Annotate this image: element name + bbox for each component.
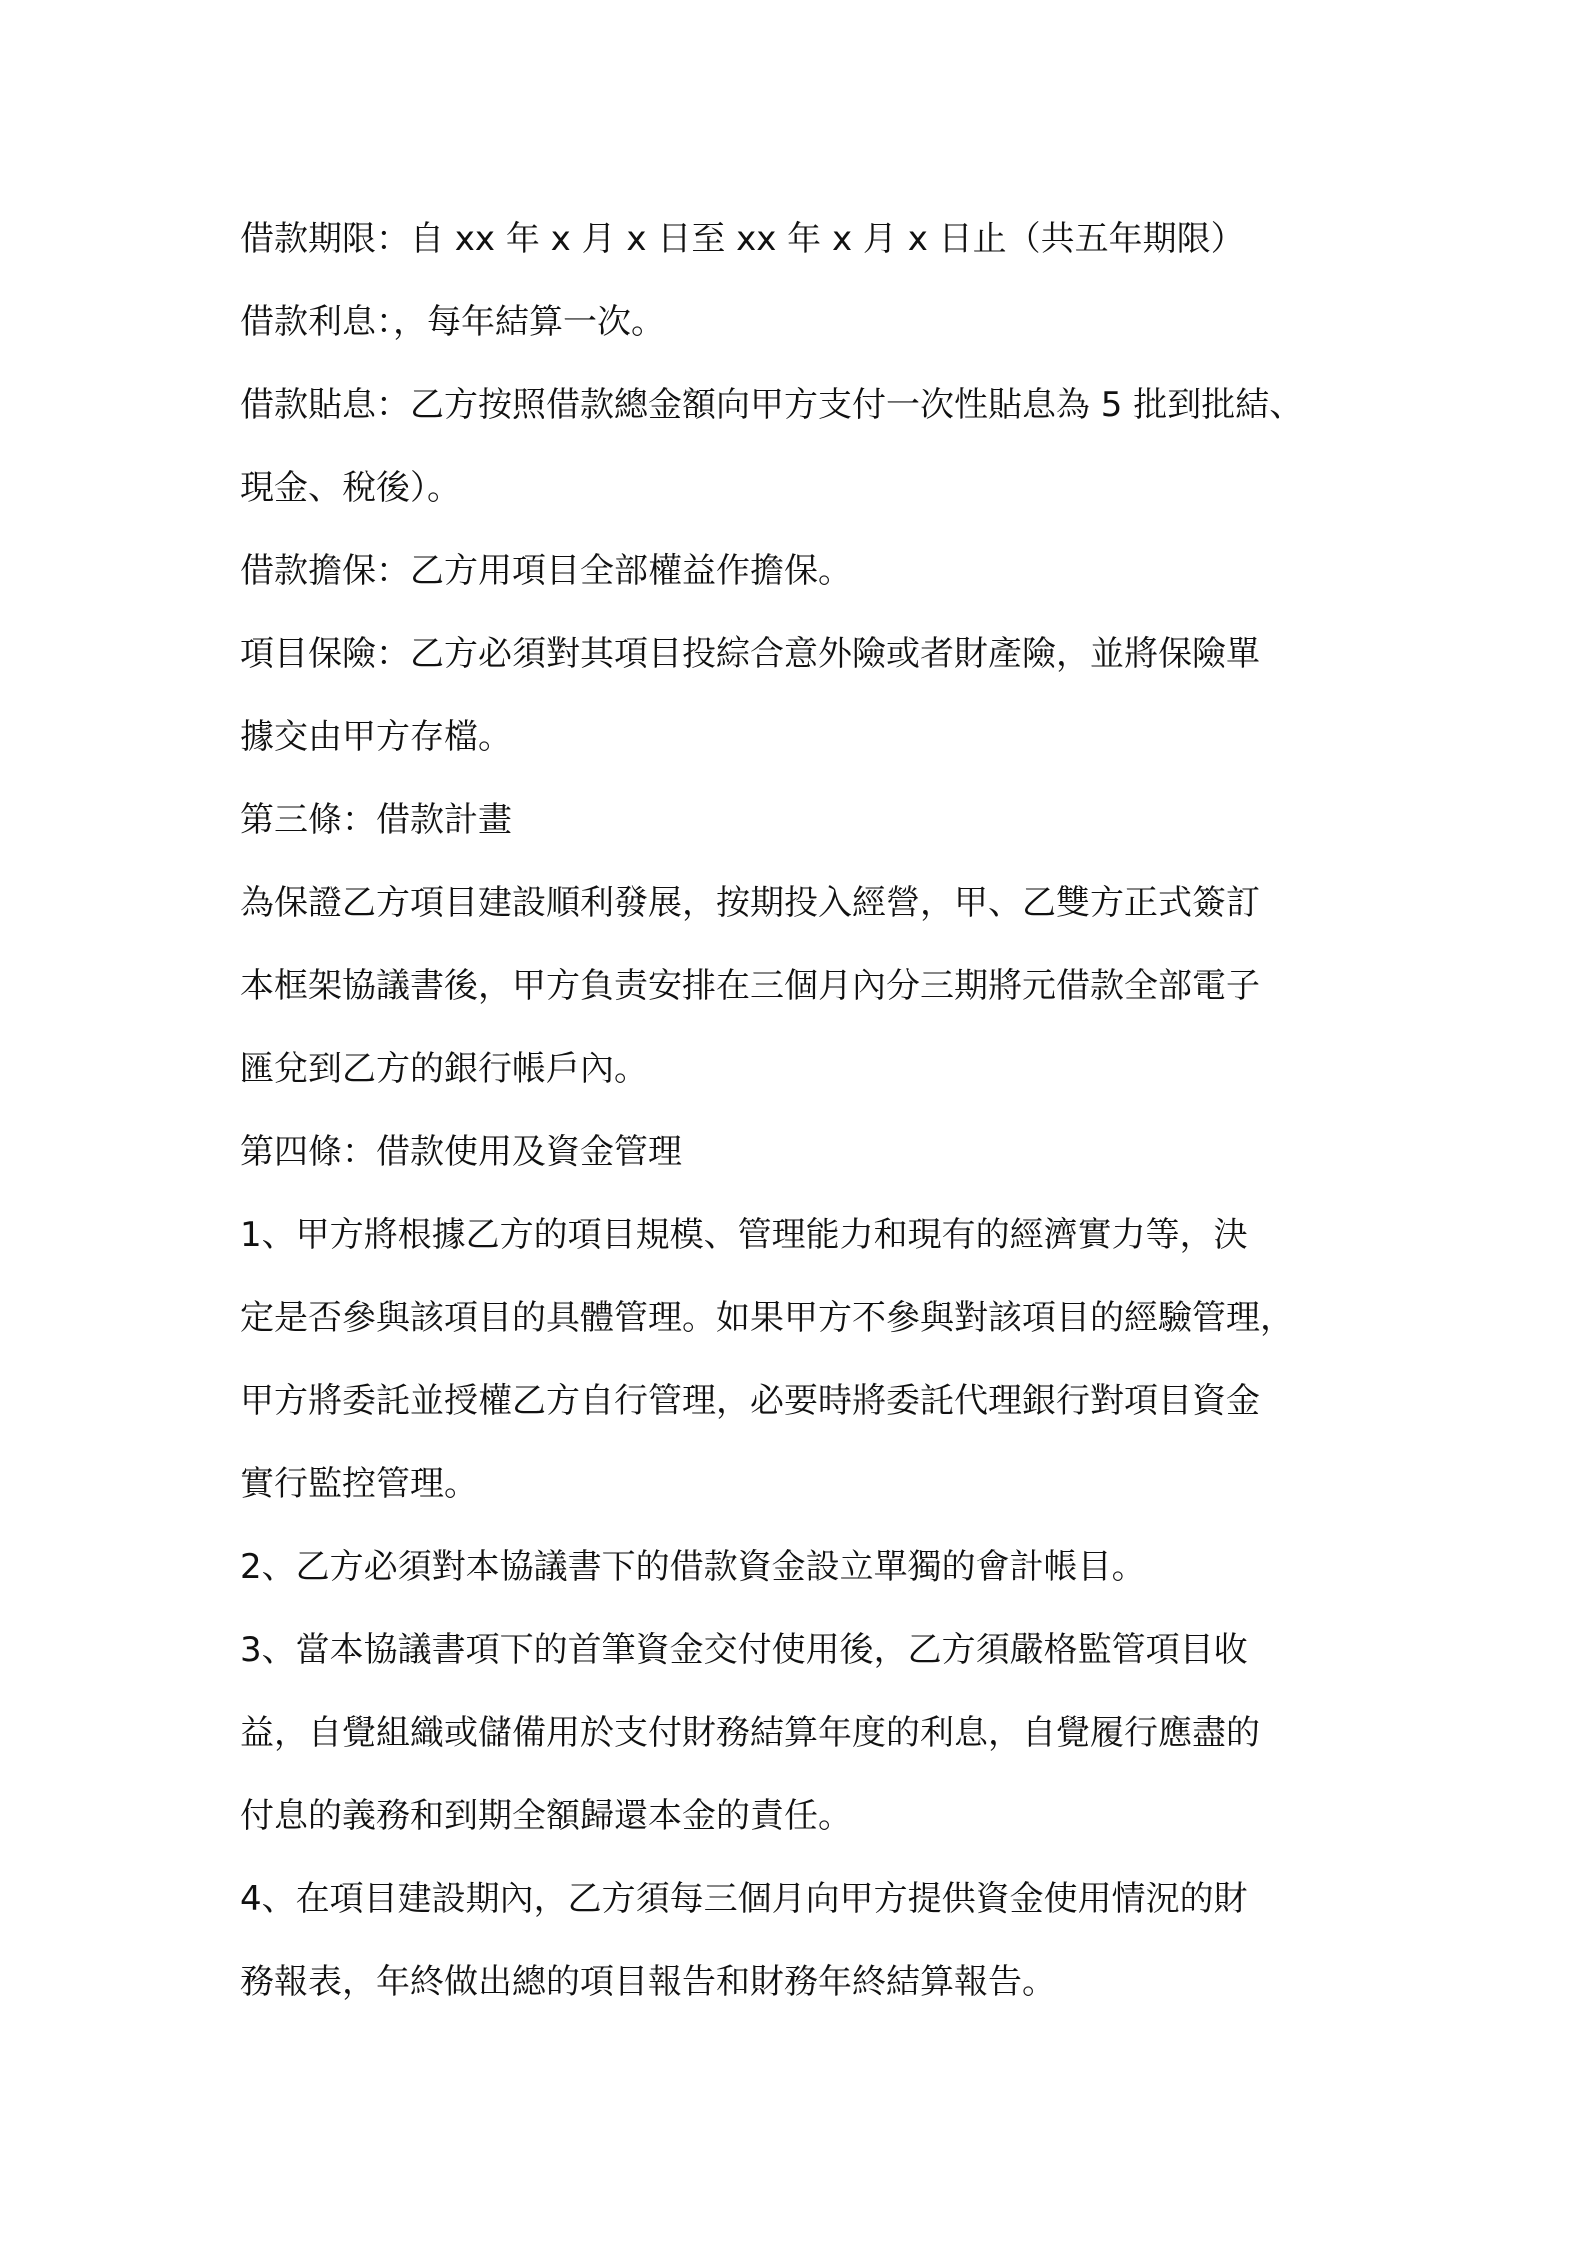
- section-heading: 第四條：借款使用及資金管理: [240, 1132, 682, 1172]
- text-line: 據交由甲方存檔。: [240, 717, 512, 757]
- text-line: 益，自覺組織或儲備用於支付財務結算年度的利息，自覺履行應盡的: [240, 1713, 1260, 1753]
- document-body: [240, 198, 1390, 2024]
- text-line: 項目保險：乙方必須對其項目投綜合意外險或者財產險，並將保險單: [240, 634, 1260, 674]
- text-line: 實行監控管理。: [240, 1464, 478, 1504]
- text-line: 為保證乙方項目建設順利發展，按期投入經營，甲、乙雙方正式簽訂: [240, 883, 1260, 923]
- text-line: 3、當本協議書項下的首筆資金交付使用後，乙方須嚴格監管項目收: [240, 1630, 1248, 1670]
- text-line: 匯兌到乙方的銀行帳戶內。: [240, 1049, 648, 1089]
- text-line: 借款利息：，每年結算一次。: [240, 302, 665, 342]
- text-line: 定是否參與該項目的具體管理。如果甲方不參與對該項目的經驗管理，: [240, 1298, 1294, 1338]
- text-line: 本框架協議書後，甲方負责安排在三個月內分三期將元借款全部電子: [240, 966, 1260, 1006]
- text-line: 4、在項目建設期內，乙方須每三個月向甲方提供資金使用情況的財: [240, 1879, 1248, 1919]
- text-line: 2、乙方必須對本協議書下的借款資金設立單獨的會計帳目。: [240, 1547, 1146, 1587]
- section-heading: 第三條：借款計畫: [240, 800, 512, 840]
- text-line: 甲方將委託並授權乙方自行管理，必要時將委託代理銀行對項目資金: [240, 1381, 1260, 1421]
- text-line: 借款貼息：乙方按照借款總金額向甲方支付一次性貼息為 5 批到批結、: [240, 385, 1304, 425]
- text-line: 現金、稅後）。: [240, 468, 461, 508]
- text-line: 借款擔保：乙方用項目全部權益作擔保。: [240, 551, 852, 591]
- text-line: 1、甲方將根據乙方的項目規模、管理能力和現有的經濟實力等，決: [240, 1215, 1248, 1255]
- text-line: 借款期限：自 xx 年 x 月 x 日至 xx 年 x 月 x 日止（共五年期限）: [240, 219, 1245, 259]
- text-line: 付息的義務和到期全額歸還本金的責任。: [240, 1796, 852, 1836]
- text-line: 務報表，年終做出總的項目報告和財務年終結算報告。: [240, 1962, 1056, 2002]
